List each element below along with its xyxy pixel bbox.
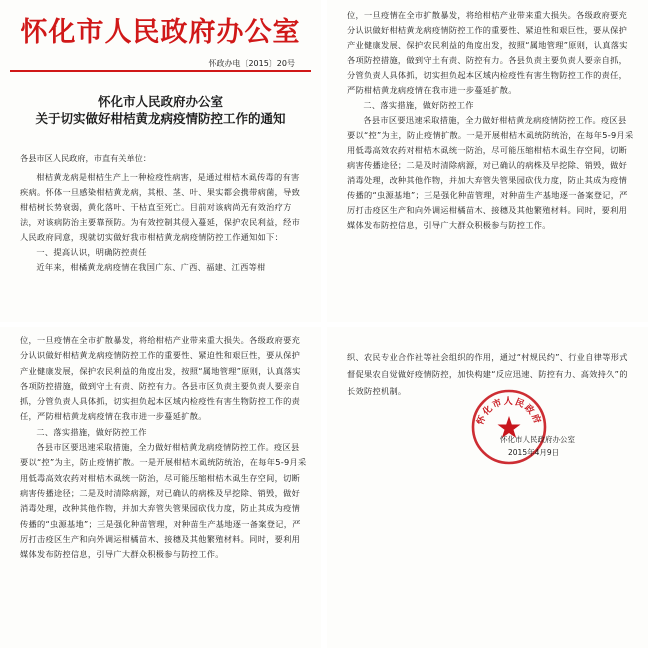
addressee: 各县市区人民政府，市直有关单位： [20, 153, 152, 163]
page-2-panel [327, 0, 648, 322]
section-heading: 二、落实措施，做好防控工作 [363, 100, 474, 110]
paragraph: 近年来，柑橘黄龙病疫情在我国广东、广西、福建、江西等柑 [36, 262, 266, 272]
page-1-panel [0, 0, 321, 322]
signature-date: 2015年4月9日 [508, 448, 560, 457]
signature-organization: 怀化市人民政府办公室 [500, 435, 575, 444]
document-title-line-2: 关于切实做好柑桔黄龙病疫情防控工作的通知 [35, 111, 286, 126]
svg-text:怀化市人民政府: 怀化市人民政府 [475, 397, 543, 427]
section-heading: 一、提高认识，明确防控责任 [36, 247, 147, 257]
page-4-panel [327, 327, 648, 648]
paragraph: 柑桔黄龙病是柑桔生产上一种检疫性病害，是通过柑桔木虱传毒的有害疾病。怀体一旦感染柑桔黄龙病，其根、茎、叶、果实都会携带病菌，导致柑桔树长势衰弱，黄化落叶、干枯直至死亡。目前对该病尚无有效治疗方法，对该病防治主要靠预防。为有效控制其侵入蔓延，保护农民利益，经市人民政府同意，现就切实做好我市柑桔黄龙病疫情防控工作通知如下： [20, 172, 301, 242]
body-text [20, 333, 307, 562]
paragraph: 位，一旦疫情在全市扩散暴发，将给柑桔产业带来重大损失。各级政府要充分认识做好柑桔黄龙病疫情防控工作的重要性、紧迫性和艰巨性，要从保护产业健康发展、保护农民利益的角度出发，按照“属地管理”原则，认真落实各项防控措施，做到守土有责、防控有力。各县负责主要负责人要亲自抓，分管负责人具体抓，切实担负起本区域内检疫性有害生物防控工作的责任，严防柑桔黄龙病疫情在我市进一步蔓延扩散。 [347, 10, 628, 95]
document-header: 怀化市人民政府办公室 [20, 17, 301, 48]
paragraph: 各县市区要迅速采取措施，全力做好柑桔黄龙病疫情防控工作。疫区县要以“控”为主，防止疫情扩散。一是开展柑桔木虱统防统治，在每年5-9月采用低毒高效农药对柑桔木虱统一防治，尽可能压缩柑桔木虱生存空间，切断病害传播途径；二是及时清除病源，对已确认的病株及早挖除、销毁，做好消毒处理，改种其他作物，并加大弃管失管果园砍伐力度，防止其成为疫情传播的“虫源基地”；三是强化种苗管理，对种苗生产基地逐一备案登记，严厉打击疫区生产和向外调运柑橘苗木、接穗及其他繁殖材料。同时，要利用媒体发布防控信息，引导广大群众积极参与防控工作。 [347, 115, 634, 230]
paragraph: 织、农民专业合作社等社会组织的作用，通过“村规民约”、行业自律等形式督促果农自觉做好疫情防控，加快构建“反应迅速、防控有力、高效持久”的长效防控机制。 [347, 352, 628, 396]
page-3-panel [0, 327, 321, 648]
document-title-line-1: 怀化市人民政府办公室 [97, 94, 223, 109]
body-text [20, 170, 307, 275]
document-number: 怀政办电〔2015〕20号 [208, 59, 295, 68]
paragraph: 位，一旦疫情在全市扩散暴发，将给柑桔产业带来重大损失。各级政府要充分认识做好柑桔黄龙病疫情防控工作的重要性、紧迫性和艰巨性，要从保护产业健康发展，保护农民利益的角度出发，按照“属地管理”原则，认真落实各项防控措施，做到守土有责、防控有力。各县市区负责主要负责人要亲自抓，分管负责人具体抓，切实担负起本区域内检疫性有害生物防控工作的责任，严防柑桔黄龙病疫情在我市进一步蔓延扩散。 [20, 335, 301, 422]
paragraph: 各县市区要迅速采取措施，全力做好柑桔黄龙病疫情防控工作。疫区县要以“控”为主，防止疫情扩散。一是开展柑桔木虱统防统治，在每年5-9月采用低毒高效农药对柑桔木虱统一防治，尽可能压缩柑桔木虱生存空间，切断病害传播途径；二是及时清除病源，对已确认的病株及早挖除、销毁，做好消毒处理，改种其他作物，并加大弃管失管果园砍伐力度，防止其成为疫情传播的“虫源基地”；三是强化种苗管理，对种苗生产基地逐一备案登记，严厉打击疫区生产和向外调运柑橘苗木、接穗及其他繁殖材料。同时，要利用媒体发布防控信息，引导广大群众积极参与防控工作。 [20, 442, 307, 560]
body-text [347, 8, 634, 233]
red-divider [10, 70, 311, 72]
section-heading: 二、落实措施，做好防控工作 [36, 426, 147, 437]
